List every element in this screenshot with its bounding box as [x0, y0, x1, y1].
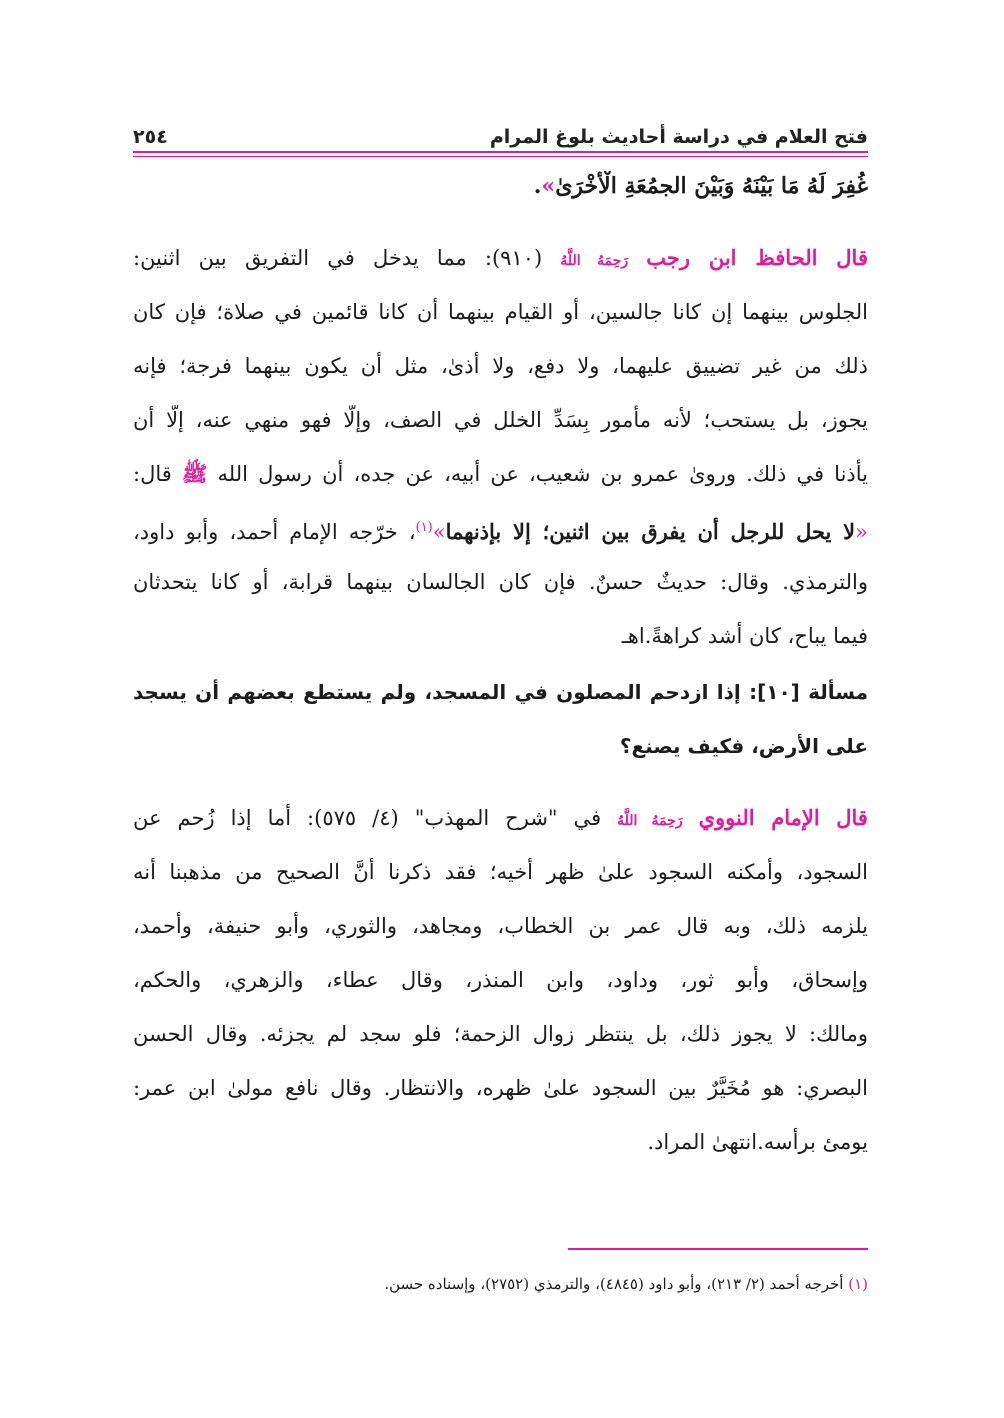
book-title: فتح العلام في دراسة أحاديث بلوغ المرام: [489, 126, 868, 148]
footnote: [133, 1273, 868, 1295]
header-rule-top: [133, 151, 868, 153]
p1-line-6: [133, 513, 868, 545]
p1-line-6-rest: ، خرّجه الإمام أحمد، وأبو داود،: [133, 520, 416, 544]
footnote-ref[interactable]: (١): [415, 520, 433, 535]
header-rule-bottom: [133, 156, 868, 157]
p1-line-4: يجوز، بل يستحب؛ لأنه مأمور بِسَدِّ الخلل في الصف، وإلَّا فهو منهي عنه، إلَّا أن: [133, 408, 868, 432]
p2-line-3: يلزمه ذلك، وبه قال عمر بن الخطاب، ومجاهد، والثوري، وأبو حنيفة، وأحمد،: [133, 914, 868, 938]
quote-close: »: [541, 173, 556, 199]
quote-close-2: »: [432, 520, 446, 544]
footnote-number: (١): [848, 1275, 868, 1293]
footnote-text: أخرجه أحمد (٢/ ٢١٣)، وأبو داود (٤٨٤٥)، والترمذي (٢٧٥٢)، وإسناده حسن.: [384, 1275, 844, 1293]
p1-line-5: [133, 459, 868, 491]
p1-line-5-b: قال:: [133, 462, 172, 486]
p2-line-1: [133, 803, 868, 835]
p2-line-7: يومئ برأسه.انتهىٰ المراد.: [647, 1130, 868, 1154]
masala-heading-line-2: على الأرض، فكيف يصنع؟: [619, 734, 868, 758]
running-header: [133, 118, 868, 148]
masala-heading-line-1: مسألة [١٠]: إذا ازدحم المصلون في المسجد، ولم يستطع بعضهم أن يسجد: [133, 680, 868, 704]
p2-line-2: السجود، وأمكنه السجود علىٰ ظهر أخيه؛ فقد ذكرنا أنَّ الصحيح من مذهبنا أنه: [133, 860, 868, 884]
salawat-symbol: ﷺ: [181, 461, 208, 486]
p1-line-8: فيما يباح، كان أشد كراهةً.اهـ: [621, 624, 868, 648]
p2-line-5: ومالك: لا يجوز ذلك، بل ينتظر زوال الزحمة؛ فلو سجد لم يجزئه. وقال الحسن: [133, 1022, 868, 1046]
p1-line-1-text: (٩١٠): مما يدخل في التفريق بين اثنين:: [133, 246, 543, 270]
p1-line-7: والترمذي. وقال: حديثٌ حسنٌ. فإن كان الجالسان بينهما قرابة، أو كانا يتحدثان: [133, 570, 868, 594]
p2-line-4: وإسحاق، وأبو ثور، وداود، وابن المنذر، وقال عطاء، والزهري، والحكم،: [133, 968, 868, 992]
p1-line-5-a: يأذنا في ذلك. وروىٰ عمرو بن شعيب، عن أبيه، عن جده، أن رسول الله: [217, 462, 868, 486]
quote-open: «: [855, 520, 868, 544]
hadith-ending-tail: .: [533, 173, 542, 199]
honorific-2: رَحِمَهُ اللَّهُ: [617, 813, 683, 829]
hadith-ending-text: غُفِرَ لَهُ مَا بَيْنَهُ وَبَيْنَ الجمُعَةِ الْأُخْرَىٰ: [555, 173, 868, 199]
hadith-ending: [133, 171, 868, 203]
honorific: رَحِمَهُ اللَّهُ: [560, 253, 629, 269]
scholar-name-ibn-rajab: قال الحافظ ابن رجب: [646, 245, 868, 270]
scholar-name-nawawi: قال الإمام النووي: [698, 805, 868, 830]
hadith-quote: لا يحل للرجل أن يفرق بين اثنين؛ إلا بإذنهما: [445, 519, 856, 544]
p1-line-3: ذلك من غير تضييق عليهما، ولا دفع، ولا أذىٰ، مثل أن يكون بينهما فرجة؛ فإنه: [133, 354, 868, 378]
p2-line-6: البصري: هو مُخَيَّرٌ بين السجود علىٰ ظهره، والانتظار. وقال نافع مولىٰ ابن عمر:: [133, 1076, 868, 1100]
p1-line-1: [133, 243, 868, 275]
p2-line-1-text: في "شرح المهذب" (٤/ ٥٧٥): أما إذا زُحم عن: [133, 806, 602, 830]
p1-line-2: الجلوس بينهما إن كانا جالسين، أو القيام بينهما أن كانا قائمين في صلاة؛ فإن كان: [133, 300, 868, 324]
footnote-separator: [568, 1248, 868, 1250]
page-number: ٢٥٤: [133, 126, 168, 148]
